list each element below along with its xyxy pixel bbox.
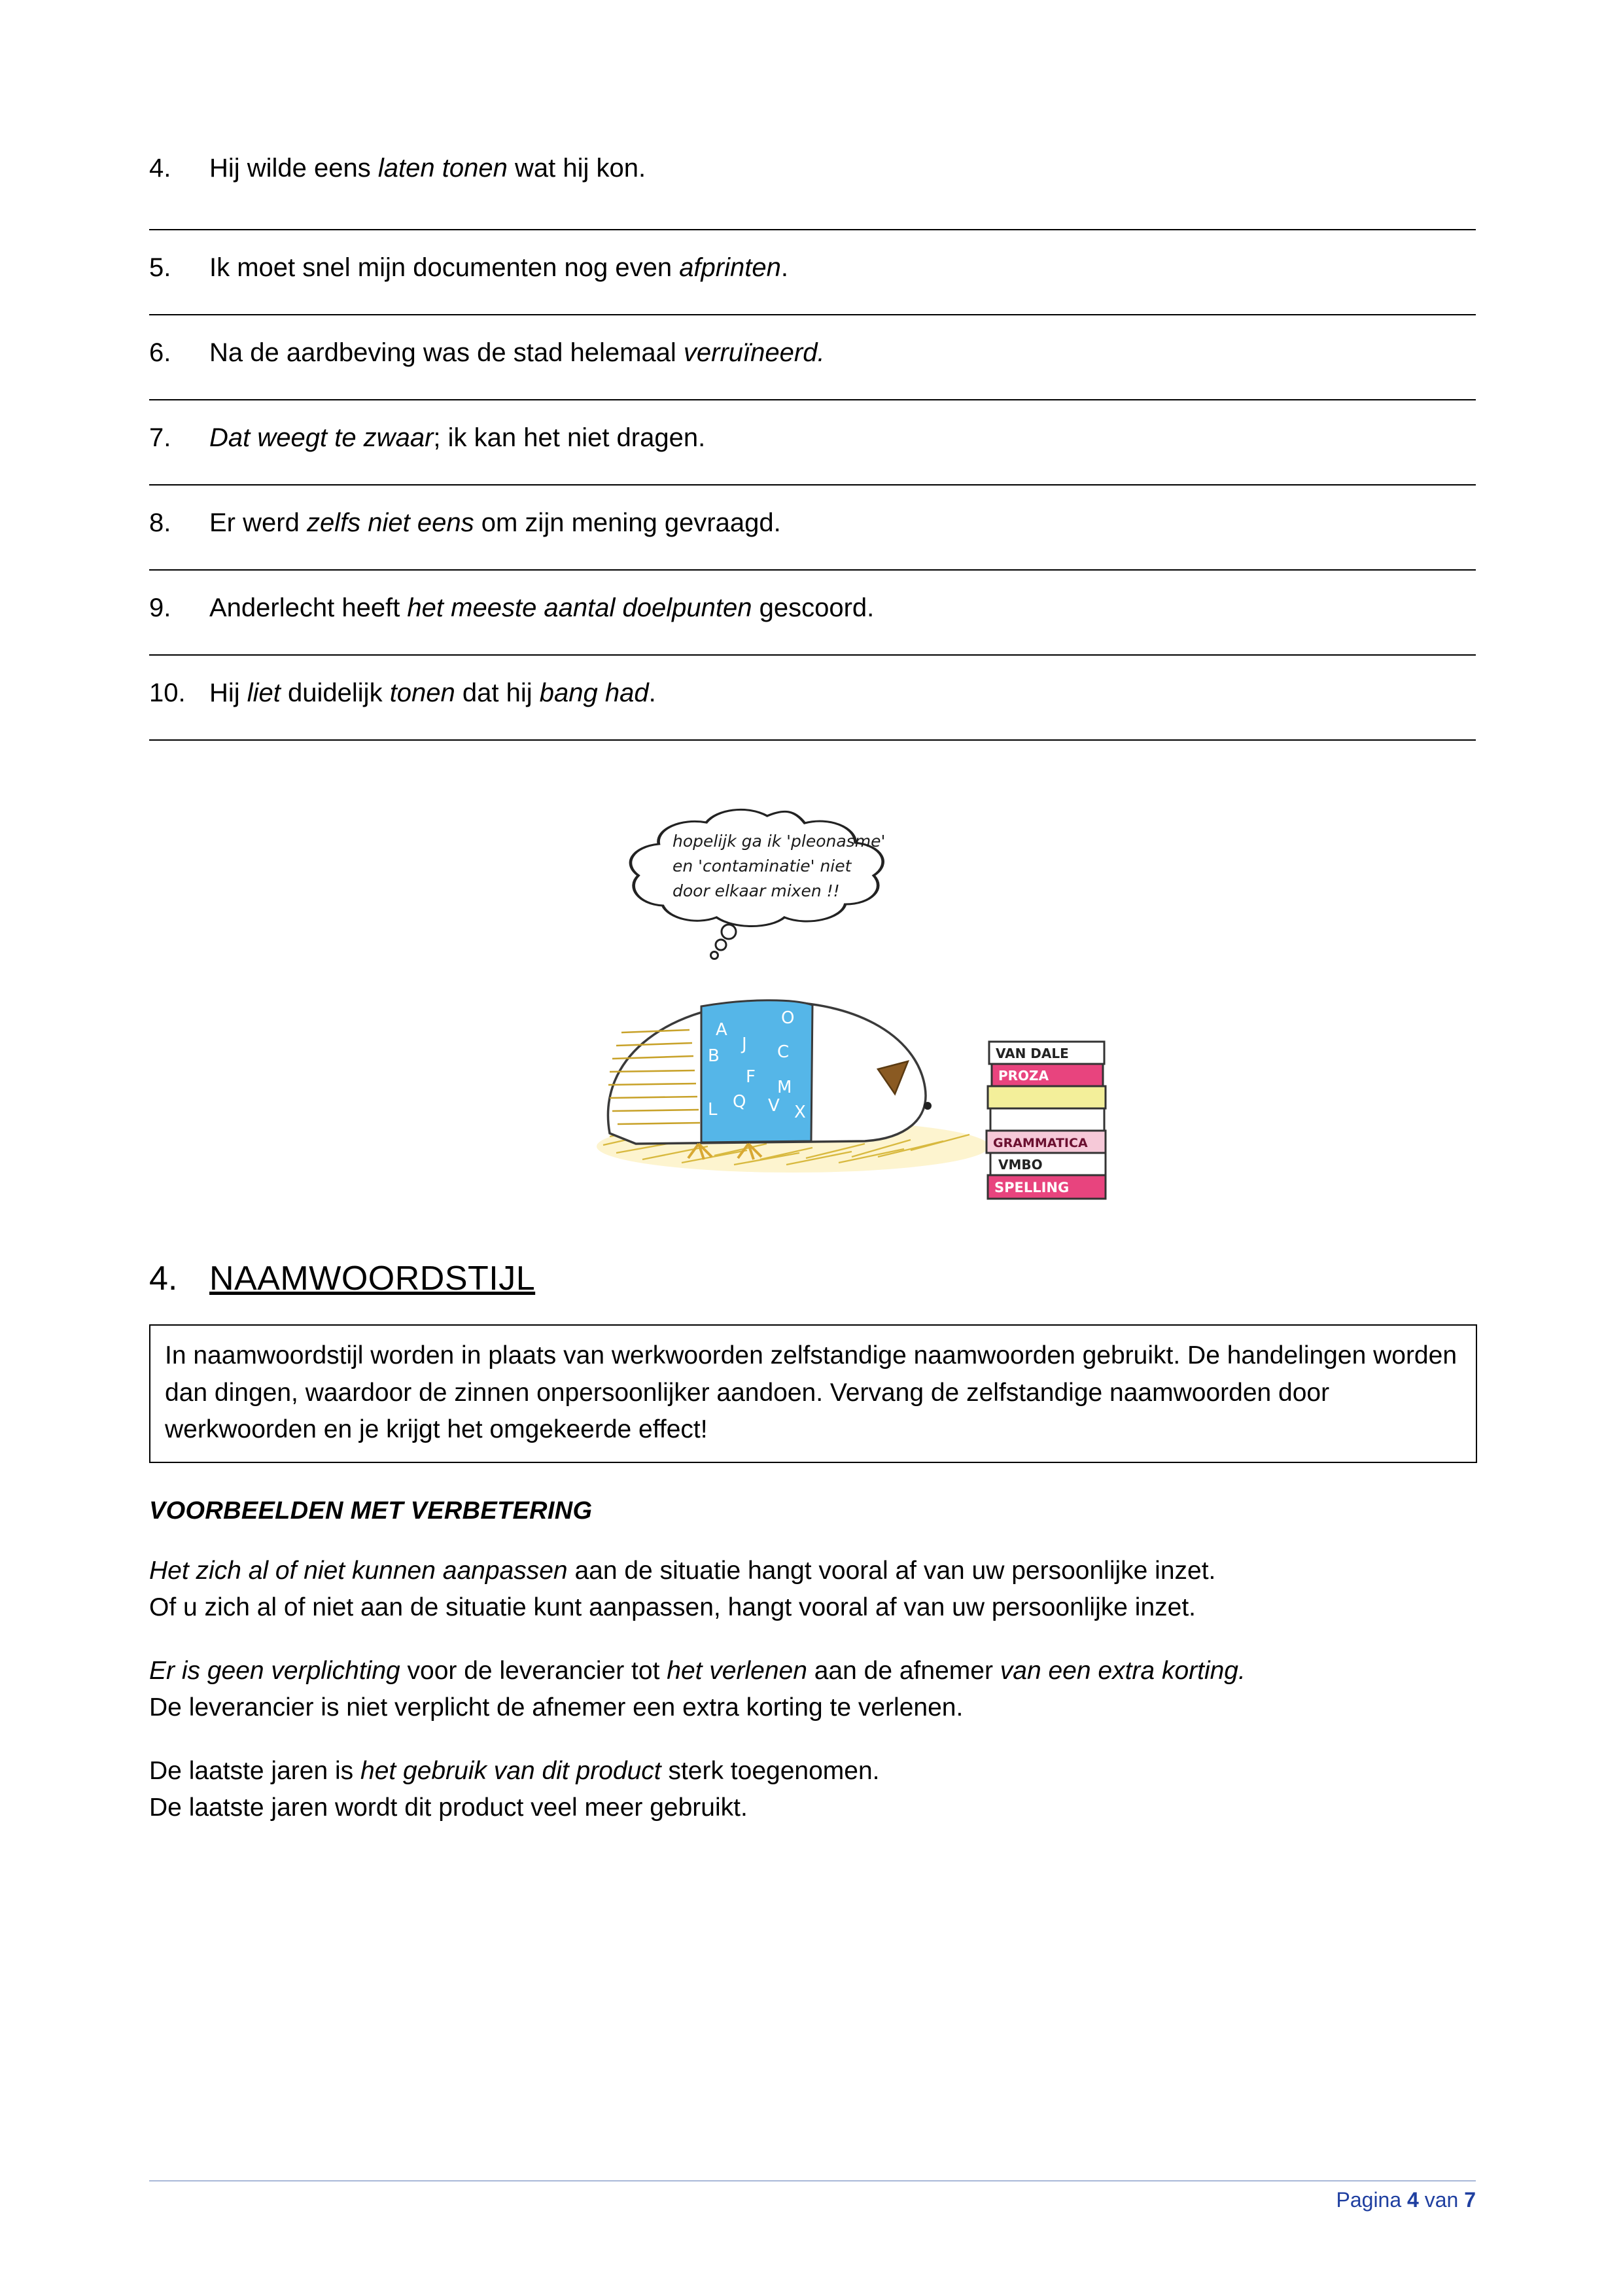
exercise-number: 8. <box>149 508 171 537</box>
exercise-text: Anderlecht heeft het meeste aantal doelpunten gescoord. <box>209 593 875 622</box>
footer-current-page: 4 <box>1407 2188 1419 2212</box>
bubble-line-1: hopelijk ga ik 'pleonasme' <box>672 832 886 851</box>
exercise-number: 6. <box>149 338 171 367</box>
exercise-number: 10. <box>149 679 186 707</box>
exercise-item <box>149 675 1476 711</box>
footer-total-pages: 7 <box>1464 2188 1476 2212</box>
exercise-text: Dat weegt te zwaar; ik kan het niet dragen. <box>209 423 706 452</box>
wing-letter: C <box>777 1042 790 1062</box>
exercise-text: Na de aardbeving was de stad helemaal verruïneerd. <box>209 338 825 367</box>
cartoon-illustration <box>485 780 1140 1225</box>
book-title: VMBO <box>998 1157 1043 1173</box>
book-title: GRAMMATICA <box>993 1136 1088 1150</box>
wing-letter: A <box>716 1020 727 1040</box>
footer-label-page: Pagina <box>1336 2188 1402 2212</box>
exercise-number: 9. <box>149 593 171 622</box>
example-wrong: De laatste jaren is het gebruik van dit product sterk toegenomen. <box>149 1756 880 1785</box>
example-wrong: Er is geen verplichting voor de leverancier tot het verlenen aan de afnemer van een extra korting. <box>149 1656 1246 1685</box>
bubble-line-3: door elkaar mixen !! <box>672 881 840 900</box>
wing-letter: B <box>708 1046 720 1066</box>
example-right: Of u zich al of niet aan de situatie kunt aanpassen, hangt vooral af van uw persoonlijke inzet. <box>149 1593 1196 1622</box>
exercise-item <box>149 150 1476 186</box>
book-title: VAN DALE <box>996 1046 1069 1061</box>
section-heading <box>149 1259 1476 1298</box>
info-box: In naamwoordstijl worden in plaats van werkwoorden zelfstandige naamwoorden gebruikt. De handelingen worden dan dingen, waardoor de zinnen onpersoonlijker aandoen. Vervang de zelfstandige naamwoorden door werkwoorden en je krijgt het omgekeerde effect! <box>149 1324 1477 1463</box>
book-title: SPELLING <box>994 1180 1070 1195</box>
exercise-number: 4. <box>149 154 171 183</box>
example-right: De laatste jaren wordt dit product veel meer gebruikt. <box>149 1793 748 1822</box>
wing-letter: F <box>746 1067 756 1087</box>
bubble-line-2: en 'contaminatie' niet <box>672 857 852 875</box>
wing-letter: X <box>794 1103 806 1122</box>
footer-divider <box>149 2180 1476 2181</box>
exercise-item <box>149 250 1476 285</box>
answer-line <box>149 739 1476 741</box>
exercise-number: 7. <box>149 423 171 452</box>
wing-letter: O <box>781 1008 795 1028</box>
answer-line <box>149 229 1476 230</box>
wing-letter: Q <box>733 1092 746 1112</box>
page-footer <box>149 2180 1476 2212</box>
wing-letter: V <box>768 1096 780 1116</box>
section-number: 4. <box>149 1260 178 1298</box>
exercise-item <box>149 505 1476 540</box>
example-pair <box>149 1753 1476 1827</box>
exercise-text: Ik moet snel mijn documenten nog even afprinten. <box>209 253 788 282</box>
answer-line <box>149 484 1476 486</box>
book-stack-icon <box>986 1042 1106 1199</box>
exercise-text: Er werd zelfs niet eens om zijn mening gevraagd. <box>209 508 781 537</box>
section-title: NAAMWOORDSTIJL <box>209 1260 536 1298</box>
exercise-item <box>149 335 1476 370</box>
example-right: De leverancier is niet verplicht de afnemer een extra korting te verlenen. <box>149 1693 964 1722</box>
wing-letter: J <box>742 1034 747 1054</box>
wing-letter: M <box>777 1078 792 1097</box>
exercise-item <box>149 590 1476 626</box>
exercise-list <box>149 150 1476 741</box>
bird-icon <box>608 1000 932 1159</box>
book-title: PROZA <box>998 1068 1049 1084</box>
answer-line <box>149 654 1476 656</box>
answer-line <box>149 314 1476 315</box>
example-pair <box>149 1553 1476 1627</box>
page-number <box>149 2188 1476 2212</box>
answer-line <box>149 399 1476 400</box>
answer-line <box>149 569 1476 571</box>
example-wrong: Het zich al of niet kunnen aanpassen aan de situatie hangt vooral af van uw persoonlijke inzet. <box>149 1556 1216 1585</box>
wing-letter: L <box>708 1100 718 1120</box>
thought-bubble-icon <box>631 809 885 959</box>
examples-subheading: VOORBEELDEN MET VERBETERING <box>149 1496 593 1525</box>
exercise-number: 5. <box>149 253 171 282</box>
exercise-text: Hij wilde eens laten tonen wat hij kon. <box>209 154 646 183</box>
example-pair <box>149 1653 1476 1727</box>
exercise-item <box>149 420 1476 455</box>
exercise-text: Hij liet duidelijk tonen dat hij bang had. <box>209 679 656 707</box>
footer-label-of: van <box>1424 2188 1459 2212</box>
